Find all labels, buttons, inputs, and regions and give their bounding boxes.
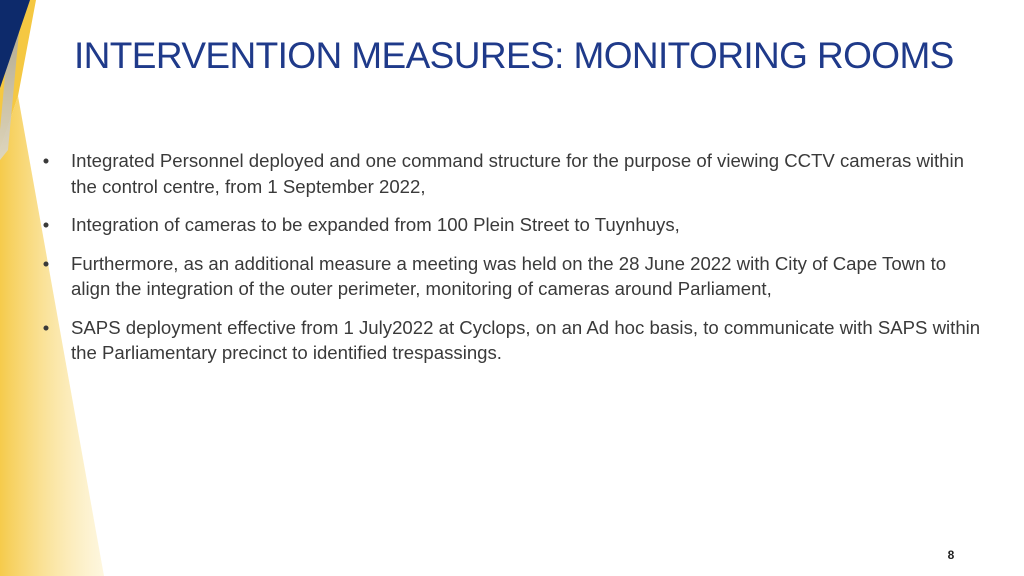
list-item: [40, 315, 985, 366]
page-title: INTERVENTION MEASURES: MONITORING ROOMS: [74, 35, 954, 76]
bullet-text: SAPS deployment effective from 1 July2022 at Cyclops, on an Ad hoc basis, to communicate with SAPS within the Parliamentary precinct to identified trespassings.: [71, 316, 981, 363]
bullet-dot-icon: •: [42, 252, 50, 274]
bullet-text: Furthermore, as an additional measure a meeting was held on the 28 June 2022 with City of Cape Town to align the integration of the outer perimeter, monitoring of cameras around Parliament,: [71, 252, 947, 299]
bullet-dot-icon: •: [42, 214, 50, 235]
bullet-dot-icon: •: [42, 316, 50, 338]
list-item: [40, 212, 985, 238]
page-number: 8: [947, 548, 955, 562]
bullet-list: [40, 148, 985, 379]
list-item: [40, 148, 985, 199]
bullet-dot-icon: •: [42, 150, 50, 171]
bullet-text: Integrated Personnel deployed and one command structure for the purpose of viewing CCTV cameras within the control centre, from 1 September 2022,: [71, 150, 964, 197]
list-item: [40, 251, 985, 302]
bullet-text: Integration of cameras to be expanded from 100 Plein Street to Tuynhuys,: [71, 214, 680, 235]
